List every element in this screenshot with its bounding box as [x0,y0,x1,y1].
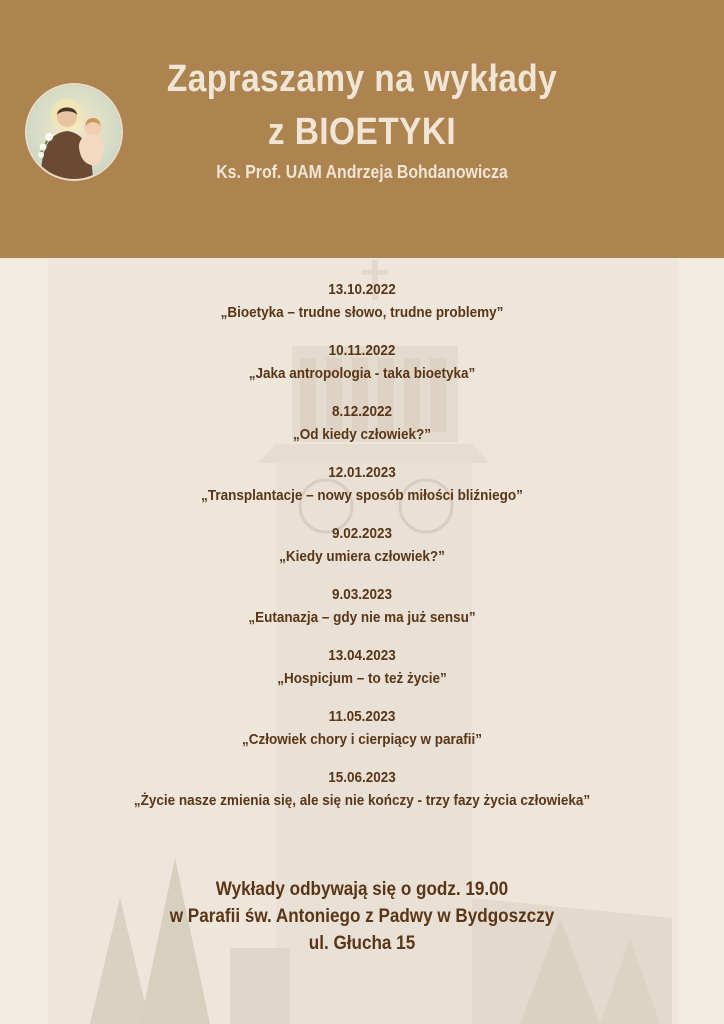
address-info: ul. Głucha 15 [308,933,416,954]
lecture-item [0,646,724,689]
title-line-1: Zapraszamy na wykłady [166,58,558,100]
lecture-item [0,341,724,384]
lecture-item [0,463,724,506]
lecture-item [0,524,724,567]
title-line-2: z BIOETYKI [267,111,457,153]
lecture-date: 13.04.2023 [328,647,396,664]
lecture-date: 15.06.2023 [328,769,396,786]
lecture-date: 13.10.2022 [328,281,396,298]
lecture-item [0,585,724,628]
lecture-topic: „Od kiedy człowiek?” [292,426,432,443]
lecture-topic: „Jaka antropologia - taka bioetyka” [248,365,476,382]
lecture-date: 10.11.2022 [328,342,396,359]
lecture-item [0,402,724,445]
lecture-date: 9.03.2023 [331,586,393,603]
lecture-topic: „Bioetyka – trudne słowo, trudne problemy” [220,304,504,321]
lecture-item [0,280,724,323]
lecture-item [0,707,724,750]
lecture-topic: „Transplantacje – nowy sposób miłości bliźniego” [201,487,523,504]
lecture-topic: „Życie nasze zmienia się, ale się nie kończy - trzy fazy życia człowieka” [133,792,591,809]
time-info: Wykłady odbywają się o godz. 19.00 [215,879,509,900]
lecture-item [0,768,724,811]
header-banner [0,0,724,258]
parish-info: w Parafii św. Antoniego z Padwy w Bydgoszczy [169,906,555,927]
lecture-date: 12.01.2023 [328,464,396,481]
lecture-date: 8.12.2022 [331,403,393,420]
lecture-date: 11.05.2023 [328,708,396,725]
lecture-date: 9.02.2023 [331,525,393,542]
lecture-topic: „Kiedy umiera człowiek?” [279,548,445,565]
lecturer-name: Ks. Prof. UAM Andrzeja Bohdanowicza [216,162,508,182]
venue-info [0,876,724,957]
lecture-topic: „Człowiek chory i cierpiący w parafii” [241,731,483,748]
lecture-topic: „Hospicjum – to też życie” [277,670,447,687]
lecture-topic: „Eutanazja – gdy nie ma już sensu” [248,609,476,626]
